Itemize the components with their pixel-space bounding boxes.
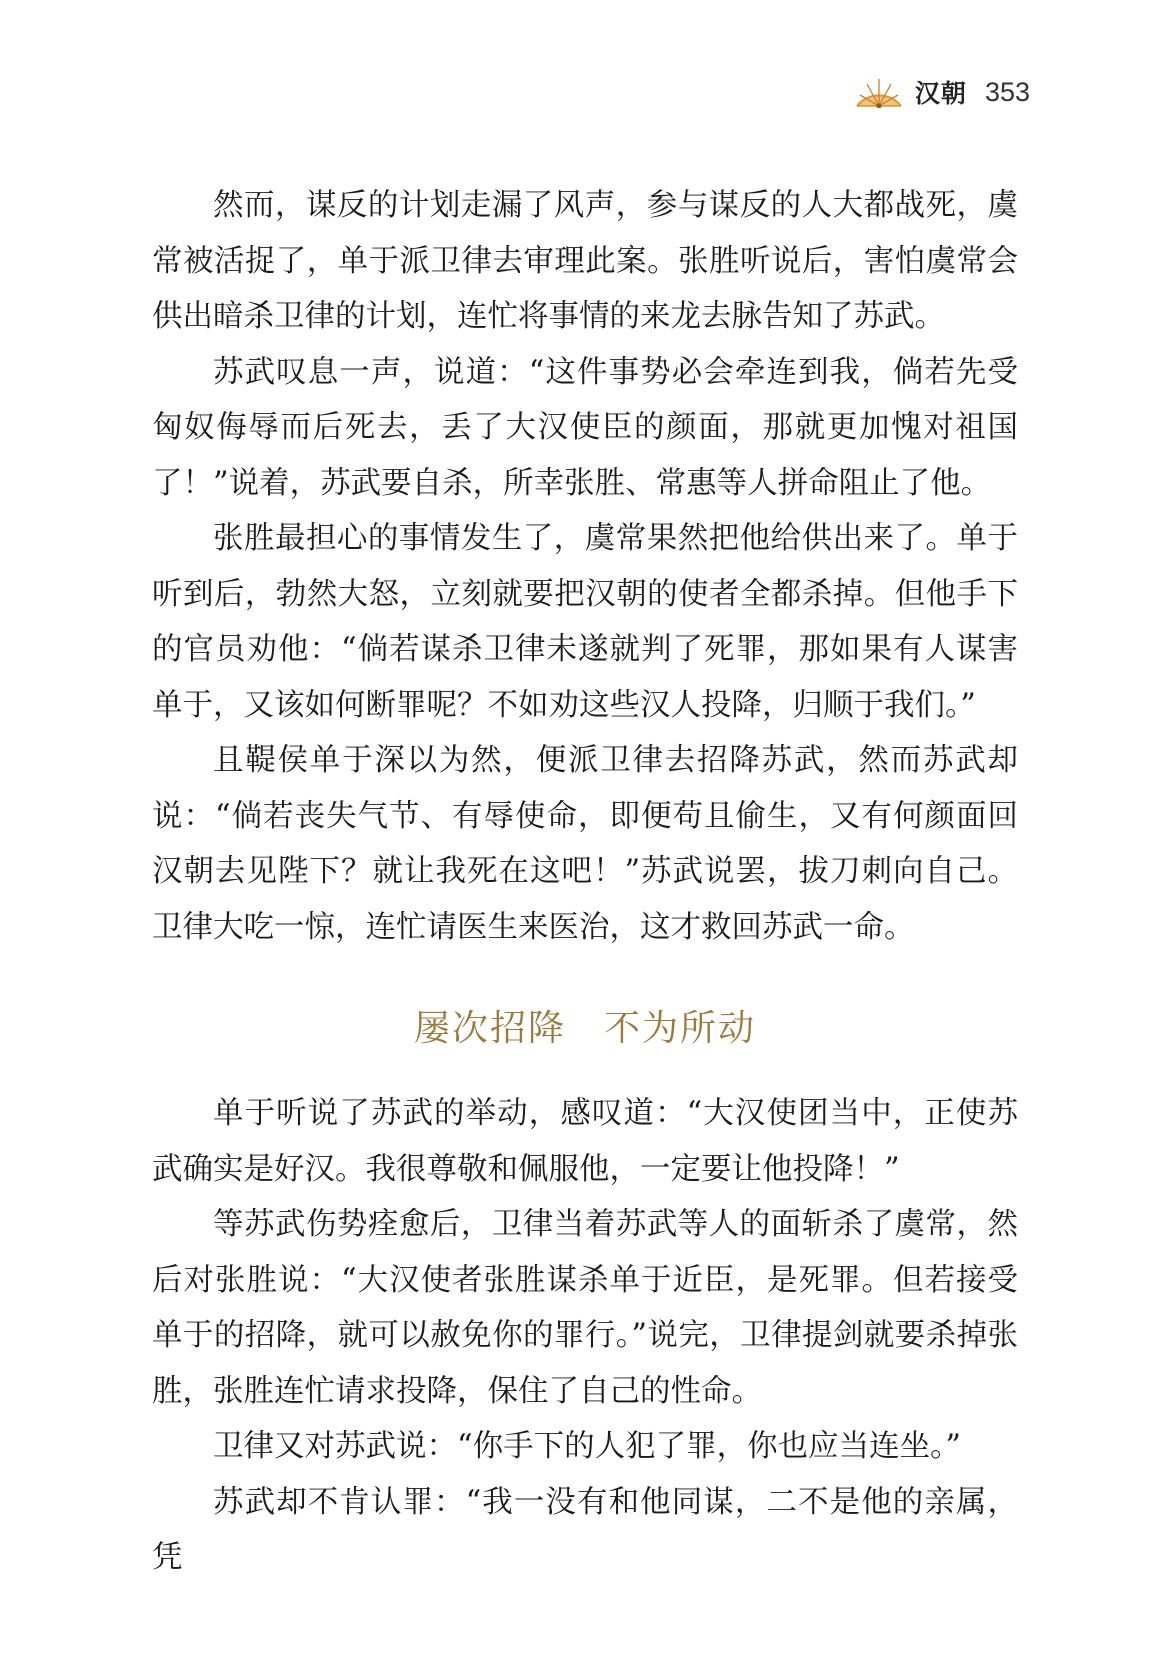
paragraph: 卫律又对苏武说：“你手下的人犯了罪，你也应当连坐。” bbox=[213, 1429, 961, 1464]
fan-icon bbox=[853, 76, 905, 108]
paragraph: 然而，谋反的计划走漏了风声，参与谋反的人大都战死，虞常被活捉了，单于派卫律去审理此案。张胜听说后，害怕虞常会供出暗杀卫律的计划，连忙将事情的来龙去脉告知了苏武。 bbox=[152, 188, 1018, 334]
paragraph: 等苏武伤势痊愈后，卫律当着苏武等人的面斩杀了虞常，然后对张胜说：“大汉使者张胜谋杀单于近臣，是死罪。但若接受单于的招降，就可以赦免你的罪行。”说完，卫律提剑就要杀掉张胜，张胜连忙请求投降，保住了自己的性命。 bbox=[152, 1207, 1018, 1409]
paragraph: 苏武却不肯认罪：“我一没有和他同谋，二不是他的亲属，凭 bbox=[152, 1484, 1018, 1575]
page-number: 353 bbox=[984, 76, 1030, 107]
running-header bbox=[853, 70, 1030, 114]
paragraph: 且鞮侯单于深以为然，便派卫律去招降苏武，然而苏武却说：“倘若丧失气节、有辱使命，即便苟且偷生，又有何颜面回汉朝去见陛下？就让我死在这吧！”苏武说罢，拔刀刺向自己。卫律大吃一惊，连忙请医生来医治，这才救回苏武一命。 bbox=[152, 743, 1018, 945]
paragraph: 苏武叹息一声，说道：“这件事势必会牵连到我，倘若先受匈奴侮辱而后死去，丢了大汉使臣的颜面，那就更加愧对祖国了！”说着，苏武要自杀，所幸张胜、常惠等人拼命阻止了他。 bbox=[152, 354, 1018, 501]
chapter-title: 汉朝 bbox=[914, 79, 967, 108]
section-heading: 屡次招降 不为所动 bbox=[413, 1008, 756, 1049]
paragraph: 张胜最担心的事情发生了，虞常果然把他给供出来了。单于听到后，勃然大怒，立刻就要把汉朝的使者全都杀掉。但他手下的官员劝他：“倘若谋杀卫律未遂就判了死罪，那如果有人谋害单于，又该如何断罪呢？不如劝这些汉人投降，归顺于我们。” bbox=[152, 521, 1018, 723]
body-text bbox=[152, 178, 1018, 1586]
paragraph: 单于听说了苏武的举动，感叹道：“大汉使团当中，正使苏武确实是好汉。我很尊敬和佩服他，一定要让他投降！” bbox=[152, 1096, 1018, 1187]
